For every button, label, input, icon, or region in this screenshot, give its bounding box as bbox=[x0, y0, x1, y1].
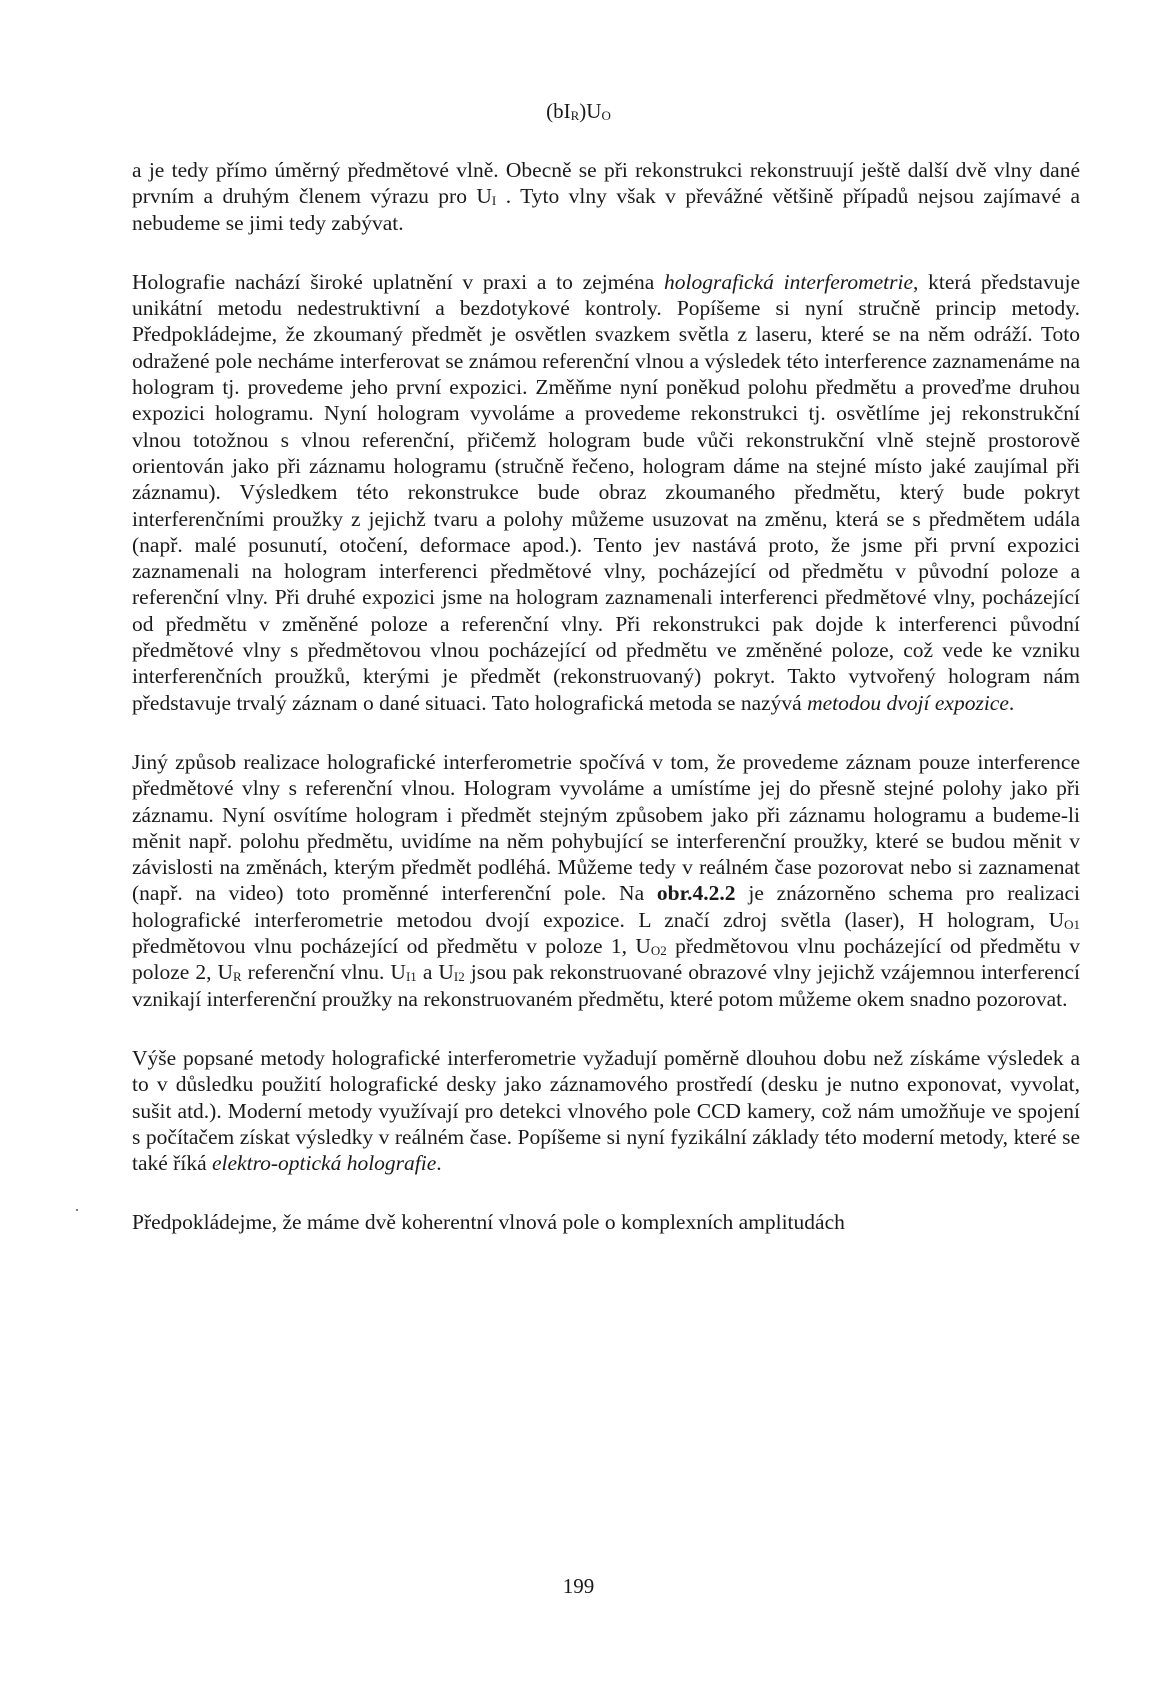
text-run: . bbox=[1008, 690, 1015, 715]
scan-speck bbox=[76, 1209, 78, 1211]
text-run: Předpokládejme, že máme dvě koherentní vlnová pole o komplexních amplitudách bbox=[132, 1210, 845, 1235]
text-run: a U bbox=[416, 960, 454, 985]
text-run: a je tedy přímo úměrný předmětové vlně. Obecně se při rekonstrukci rekonstruují ještě další dvě vlny dané prvním a druhým členem výrazu pro U bbox=[132, 158, 1080, 209]
subscript: I2 bbox=[453, 969, 465, 985]
paragraph-electro-optic bbox=[132, 1045, 1080, 1176]
text-run: jsou pak rekonstruované obrazové vlny jejichž vzájemnou interferencí vznikají interferenční proužky na rekonstruovaném předmětu, které potom můžeme okem snadno pozorovat. bbox=[132, 960, 1080, 1011]
emphasis-term: elektro-optická holografie bbox=[212, 1151, 437, 1176]
subscript: I1 bbox=[405, 969, 417, 985]
subscript: R bbox=[233, 969, 242, 985]
header-mid: )U bbox=[579, 99, 602, 123]
paragraph-interferometry bbox=[132, 269, 1080, 716]
subscript: O1 bbox=[1064, 916, 1080, 932]
text-run: Holografie nachází široké uplatnění v praxi a to zejména bbox=[132, 269, 664, 294]
header-sub-r: R bbox=[570, 108, 580, 123]
text-run: , která představuje unikátní metodu nedestruktivní a bezdotykové kontroly. Popíšeme si nyní stručně princip metody. Předpokládejme, že zkoumaný předmět je osvětlen svazkem světla z laseru, které se na něm odráží. Toto odražené pole necháme interferovat se známou referenční vlnou a výsledek této interference zaznamenáme na hologram tj. provedeme jeho první expozici. Změňme nyní poněkud polohu předmětu a proveďme druhou expozici hologramu. Nyní hologram vyvoláme a provedeme rekonstrukci tj. osvětlíme jej rekonstrukční vlnou totožnou s vlnou referenční, přičemž hologram bude vůči rekonstrukční vlně stejně prostorově orientován jako při záznamu hologramu (stručně řečeno, hologram dáme na stejné místo jaké zaujímal při záznamu). Výsledkem této rekonstrukce bude obraz zkoumaného předmětu, který bude pokryt interferenčními proužky z jejichž tvaru a polohy můžeme usuzovat na změnu, která se s předmětem udála (např. malé posunutí, otočení, deformace apod.). Tento jev nastává proto, že jsme při první expozici zaznamenali na hologram interferenci předmětové vlny, pocházející od předmětu v původní poloze a referenční vlny. Při druhé expozici jsme na hologram zaznamenali interferenci předmětové vlny, pocházející od předmětu v změněné poloze a referenční vlny. Při rekonstrukci pak dojde k interferenci původní předmětové vlny s předmětovou vlnou pocházející od předmětu ve změněné poloze, což vede ke vzniku interferenčních proužků, kterými je předmět (rekonstruovaný) pokryt. Takto vytvořený hologram nám představuje trvalý záznam o dané situaci. Tato holografická metoda se nazývá bbox=[132, 269, 1080, 715]
running-header bbox=[0, 98, 1157, 124]
emphasis-term: holografická interferometrie bbox=[664, 269, 914, 294]
figure-reference: obr.4.2.2 bbox=[656, 881, 736, 906]
subscript: I bbox=[491, 193, 497, 209]
text-run: referenční vlnu. U bbox=[241, 960, 406, 985]
subscript: O2 bbox=[650, 943, 667, 959]
paragraph-intro bbox=[132, 157, 1080, 236]
text-run: . Tyto vlny však v převážné většině případů nejsou zajímavé a nebudeme se jimi tedy zabývat. bbox=[132, 184, 1080, 235]
header-pre: (bI bbox=[546, 99, 571, 123]
text-run: . bbox=[436, 1151, 442, 1176]
paragraph-realtime bbox=[132, 749, 1080, 1012]
emphasis-term: metodou dvojí expozice bbox=[807, 690, 1009, 715]
text-run: je znázorněno schema pro realizaci holografické interferometrie metodou dvojí expozice. L značí zdroj světla (laser), H hologram, U bbox=[132, 881, 1080, 932]
text-run: Jiný způsob realizace holografické interferometrie spočívá v tom, že provedeme záznam pouze interference předmětové vlny s referenční vlnou. Hologram vyvoláme a umístíme jej do přesně stejné polohy jako při záznamu. Nyní osvítíme hologram i předmět stejným způsobem jako při záznamu hologramu a budeme-li měnit např. polohu předmětu, uvidíme na něm pohybující se interferenční proužky, které se budou měnit v závislosti na změnách, kterým předmět podléhá. Můžeme tedy v reálném čase pozorovat nebo si zaznamenat (např. na video) toto proměnné interferenční pole. Na bbox=[132, 749, 1080, 906]
page-body bbox=[132, 157, 1080, 1236]
header-sub-o: O bbox=[601, 108, 611, 123]
text-run: předmětovou vlnu pocházející od předmětu v poloze 2, U bbox=[132, 934, 1080, 985]
text-run: Výše popsané metody holografické interferometrie vyžadují poměrně dlouhou dobu než získáme výsledek a to v důsledku použití holografické desky jako záznamového prostředí (desku je nutno exponovat, vyvolat, sušit atd.). Moderní metody využívají pro detekci vlnového pole CCD kamery, což nám umožňuje ve spojení s počítačem získat výsledky v reálném čase. Popíšeme si nyní fyzikální základy této moderní metody, které se také říká bbox=[132, 1045, 1080, 1176]
text-run: předmětovou vlnu pocházející od předmětu v poloze 1, U bbox=[132, 934, 651, 959]
page-number: 199 bbox=[562, 1574, 595, 1598]
paragraph-coherent bbox=[132, 1209, 1080, 1235]
